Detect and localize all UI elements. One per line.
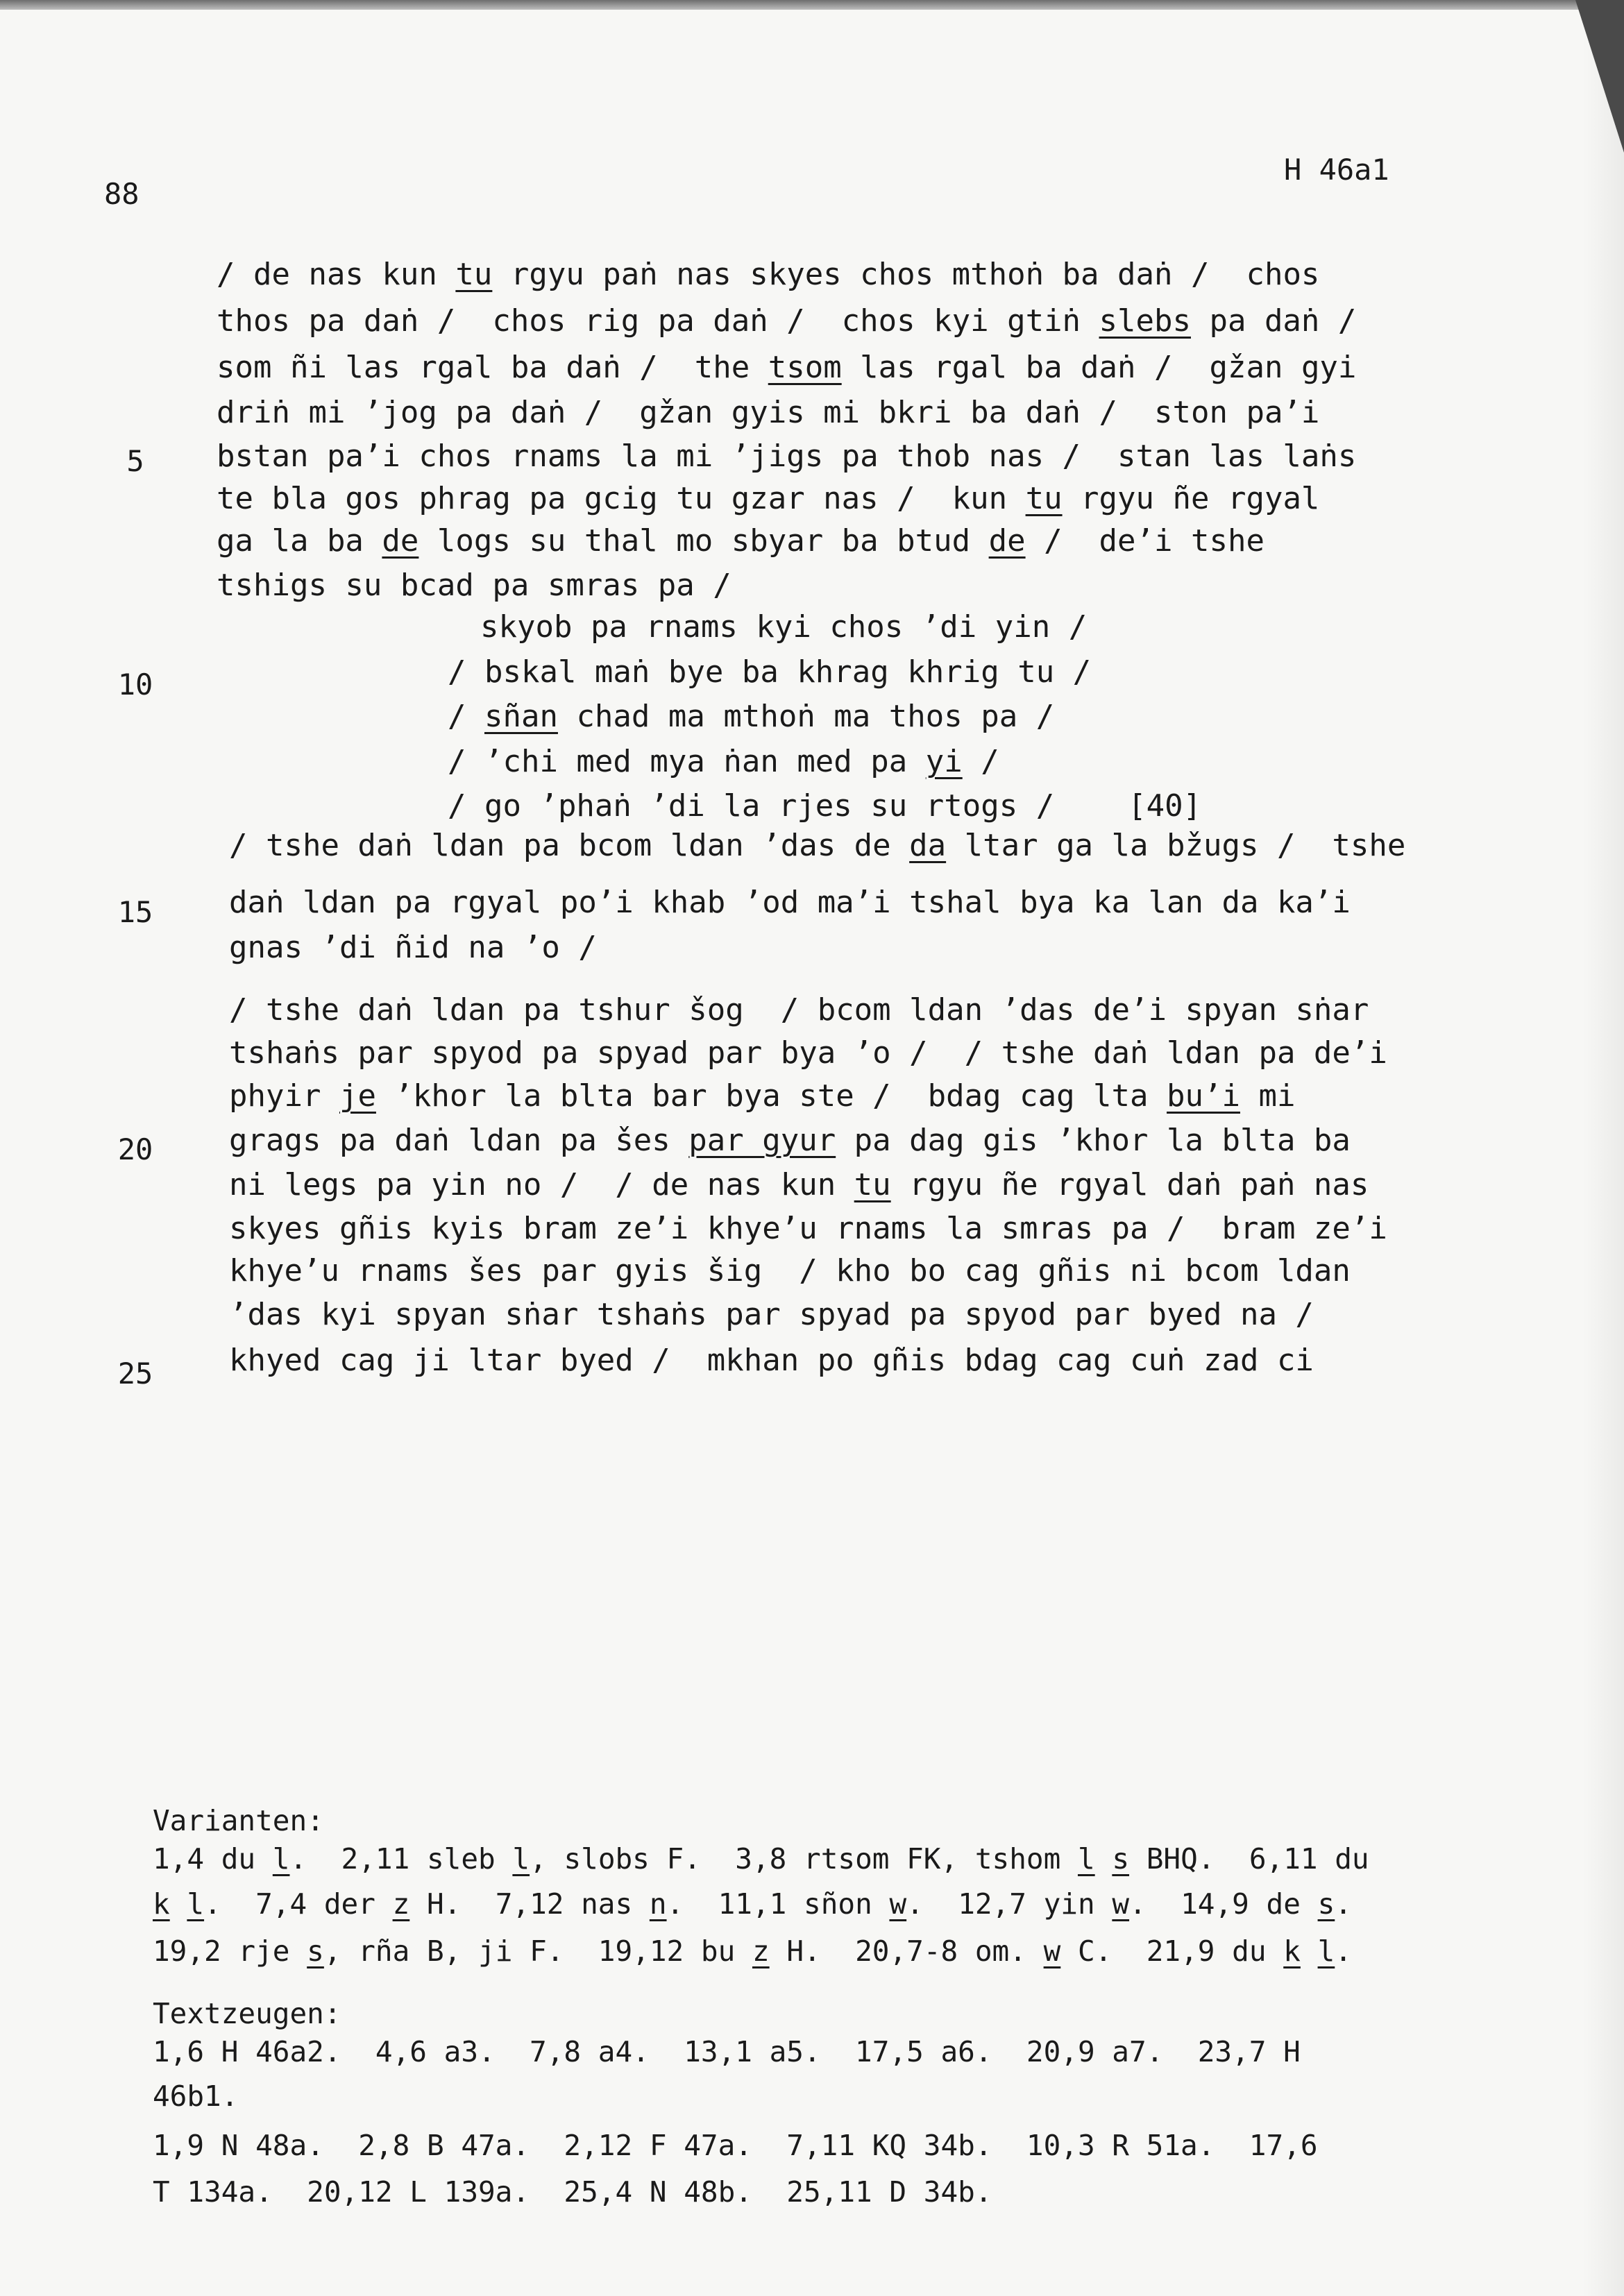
underlined-word: z xyxy=(392,1887,410,1921)
text-segment xyxy=(1301,1934,1318,1968)
text-line xyxy=(229,1211,1387,1246)
underlined-word: slebs xyxy=(1099,303,1191,339)
apparatus-line xyxy=(153,1887,1352,1921)
text-segment: 46b1. xyxy=(153,2080,239,2113)
text-segment: driṅ mi ’jog pa daṅ / gžan gyis mi bkri ba daṅ / ston pa’i xyxy=(217,395,1320,430)
underlined-word: tu xyxy=(455,257,493,292)
text-line xyxy=(229,992,1369,1028)
underlined-word: k xyxy=(153,1887,170,1921)
text-segment: 1,4 du xyxy=(153,1842,273,1876)
text-segment: skyes gñis kyis bram ze’i khye’u rnams la smras pa / bram ze’i xyxy=(229,1211,1387,1246)
text-line xyxy=(217,257,1319,292)
text-segment: bstan pa’i chos rnams la mi ’jigs pa thob nas / stan las laṅs xyxy=(217,439,1357,474)
text-segment: som ñi las rgal ba daṅ / the xyxy=(217,350,768,385)
text-segment: las rgal ba daṅ / gžan gyi xyxy=(841,350,1357,385)
underlined-word: w xyxy=(1112,1887,1130,1921)
text-segment: tshigs su bcad pa smras pa / xyxy=(217,568,731,603)
text-segment: pa dag gis ’khor la blta ba xyxy=(836,1123,1351,1158)
underlined-word: yi xyxy=(925,744,963,779)
text-segment: tshaṅs par spyod pa spyad par bya ’o / / tshe daṅ ldan pa de’i xyxy=(229,1035,1387,1071)
text-line xyxy=(229,1035,1387,1071)
text-segment: khyed cag ji ltar byed / mkhan po gñis bdag cag cuṅ zad ci xyxy=(229,1343,1314,1378)
text-segment: logs su thal mo sbyar ba btud xyxy=(418,523,989,559)
text-segment: skyob pa rnams kyi chos ’di yin / xyxy=(480,609,1088,645)
text-segment: / tshe daṅ ldan pa tshur šog / bcom ldan ’das de’i spyan sṅar xyxy=(229,992,1369,1028)
text-line xyxy=(448,699,1054,734)
underlined-word: z xyxy=(752,1934,770,1968)
underlined-word: je xyxy=(339,1078,376,1114)
text-segment: . xyxy=(1335,1934,1352,1968)
text-line xyxy=(217,395,1319,430)
text-segment: 1,9 N 48a. 2,8 B 47a. 2,12 F 47a. 7,11 KQ 34b. 10,3 R 51a. 17,6 xyxy=(153,2129,1318,2162)
text-line xyxy=(448,788,1201,824)
text-line xyxy=(217,350,1356,385)
underlined-word: w xyxy=(889,1887,907,1921)
text-segment: / tshe daṅ ldan pa bcom ldan ’das de xyxy=(229,828,910,863)
text-segment: ga la ba xyxy=(217,523,382,559)
scan-corner-shadow xyxy=(1575,0,1624,153)
underlined-word: l xyxy=(272,1842,290,1876)
underlined-word: l xyxy=(1317,1934,1335,1968)
text-segment: chad ma mthoṅ ma thos pa / xyxy=(557,699,1055,734)
text-segment: ’khor la blta bar bya ste / bdag cag lta xyxy=(375,1078,1167,1114)
folio-sigla: H 46a1 xyxy=(1284,153,1389,187)
text-line xyxy=(217,439,1356,474)
text-line xyxy=(217,481,1319,516)
text-segment: te bla gos phrag pa gcig tu gzar nas / kun xyxy=(217,481,1026,516)
text-segment: rgyu paṅ nas skyes chos mthoṅ ba daṅ / chos xyxy=(492,257,1320,292)
text-segment: . 12,7 yin xyxy=(906,1887,1113,1921)
text-line xyxy=(217,303,1356,339)
text-segment: . 2,11 sleb xyxy=(289,1842,513,1876)
text-segment: . 11,1 sñon xyxy=(666,1887,890,1921)
text-line xyxy=(229,1297,1314,1332)
text-segment: , slobs F. 3,8 rtsom FK, tshom xyxy=(530,1842,1078,1876)
scan-top-edge xyxy=(0,0,1624,10)
underlined-word: s xyxy=(307,1934,324,1968)
text-segment: / bskal maṅ bye ba khrag khrig tu / xyxy=(448,654,1092,690)
text-line xyxy=(229,885,1351,920)
text-line xyxy=(229,1123,1351,1158)
variants-heading: Varianten: xyxy=(153,1804,324,1837)
text-segment xyxy=(170,1887,187,1921)
text-segment: / de’i tshe xyxy=(1025,523,1264,559)
text-segment xyxy=(1095,1842,1113,1876)
underlined-word: k xyxy=(1283,1934,1301,1968)
line-number: 20 xyxy=(117,1132,153,1166)
text-segment: / de nas kun xyxy=(217,257,456,292)
text-segment: pa daṅ / xyxy=(1190,303,1357,339)
text-segment: ’das kyi spyan sṅar tshaṅs par spyad pa spyod par byed na / xyxy=(229,1297,1314,1332)
underlined-word: tu xyxy=(854,1167,891,1202)
text-segment: C. 21,9 du xyxy=(1060,1934,1284,1968)
apparatus-line xyxy=(153,1934,1352,1968)
text-segment: / xyxy=(448,699,484,734)
text-segment: H. 20,7-8 om. xyxy=(769,1934,1044,1968)
text-line xyxy=(217,523,1264,559)
text-segment: ltar ga la bžugs / tshe xyxy=(946,828,1406,863)
text-segment: T 134a. 20,12 L 139a. 25,4 N 48b. 25,11 D 34b. xyxy=(153,2175,992,2209)
scan-right-shadow xyxy=(1582,0,1624,2296)
text-segment: / xyxy=(962,744,999,779)
underlined-word: bu’i xyxy=(1167,1078,1240,1114)
text-line xyxy=(448,654,1091,690)
underlined-word: l xyxy=(187,1887,205,1921)
text-line xyxy=(229,1253,1351,1289)
underlined-word: da xyxy=(909,828,947,863)
witnesses-heading: Textzeugen: xyxy=(153,1997,341,2030)
apparatus-line xyxy=(153,2080,238,2113)
text-segment: mi xyxy=(1240,1078,1296,1114)
text-segment: 1,6 H 46a2. 4,6 a3. 7,8 a4. 13,1 a5. 17,5 a6. 20,9 a7. 23,7 H xyxy=(153,2035,1301,2068)
underlined-word: s xyxy=(1112,1842,1130,1876)
line-number: 25 xyxy=(117,1357,153,1391)
underlined-word: sñan xyxy=(484,699,558,734)
text-segment: khye’u rnams šes par gyis šig / kho bo cag gñis ni bcom ldan xyxy=(229,1253,1351,1289)
underlined-word: de xyxy=(382,523,419,559)
text-segment: / ’chi med mya ṅan med pa xyxy=(448,744,926,779)
text-line xyxy=(480,609,1087,645)
underlined-word: w xyxy=(1043,1934,1061,1968)
text-segment: phyir xyxy=(229,1078,339,1114)
underlined-word: l xyxy=(512,1842,530,1876)
underlined-word: par gyur xyxy=(688,1123,836,1158)
text-line xyxy=(217,568,731,603)
apparatus-line xyxy=(153,1842,1369,1876)
apparatus-line xyxy=(153,2129,1318,2162)
underlined-word: de xyxy=(988,523,1026,559)
apparatus-line xyxy=(153,2035,1301,2068)
text-segment: thos pa daṅ / chos rig pa daṅ / chos kyi gtiṅ xyxy=(217,303,1099,339)
text-segment: H. 7,12 nas xyxy=(409,1887,650,1921)
underlined-word: l xyxy=(1077,1842,1095,1876)
line-number: 5 xyxy=(126,444,144,478)
text-segment: . xyxy=(1335,1887,1352,1921)
line-number: 10 xyxy=(117,667,153,701)
text-segment: rgyu ñe rgyal daṅ paṅ nas xyxy=(890,1167,1369,1202)
text-segment: , rña B, ji F. 19,12 bu xyxy=(323,1934,752,1968)
line-number: 15 xyxy=(117,895,153,929)
text-line xyxy=(229,828,1405,863)
text-segment: . 14,9 de xyxy=(1129,1887,1318,1921)
text-line xyxy=(229,930,597,965)
text-line xyxy=(229,1343,1314,1378)
text-segment: daṅ ldan pa rgyal po’i khab ’od ma’i tshal bya ka lan da ka’i xyxy=(229,885,1351,920)
text-segment: / go ’phaṅ ’di la rjes su rtogs / [40] xyxy=(448,788,1202,824)
text-segment: BHQ. 6,11 du xyxy=(1129,1842,1369,1876)
apparatus-line xyxy=(153,2175,992,2209)
text-segment: grags pa daṅ ldan pa šes xyxy=(229,1123,689,1158)
underlined-word: tsom xyxy=(768,350,842,385)
text-line xyxy=(229,1078,1295,1114)
text-segment: gnas ’di ñid na ’o / xyxy=(229,930,597,965)
text-line xyxy=(448,744,999,779)
text-segment: 19,2 rje xyxy=(153,1934,307,1968)
text-segment: rgyu ñe rgyal xyxy=(1062,481,1320,516)
underlined-word: n xyxy=(649,1887,667,1921)
page-number: 88 xyxy=(104,177,139,211)
text-line xyxy=(229,1167,1369,1202)
underlined-word: s xyxy=(1317,1887,1335,1921)
underlined-word: tu xyxy=(1025,481,1063,516)
text-segment: ni legs pa yin no / / de nas kun xyxy=(229,1167,854,1202)
text-segment: . 7,4 der xyxy=(204,1887,393,1921)
